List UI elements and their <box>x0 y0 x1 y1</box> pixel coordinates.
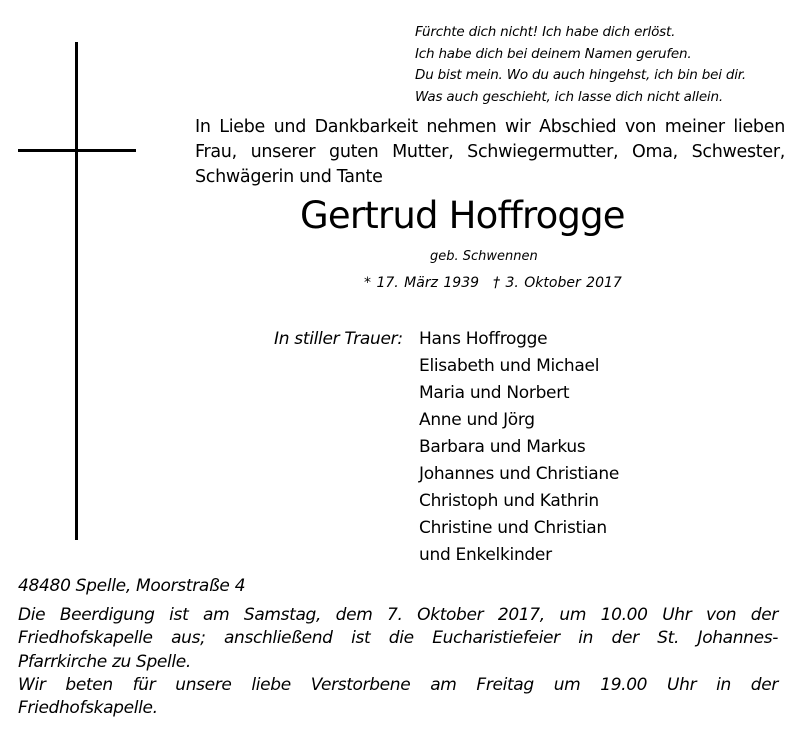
mourner-name: und Enkelkinder <box>419 545 552 565</box>
mourner-name: Maria und Norbert <box>419 383 570 403</box>
verse-line: Ich habe dich bei deinem Namen gerufen. <box>415 45 692 62</box>
death-date: † 3. Oktober 2017 <box>493 275 622 291</box>
mourners-label: In stiller Trauer: <box>274 329 403 349</box>
funeral-line: Friedhofskapelle. <box>18 698 158 719</box>
mourner-name: Johannes und Christiane <box>419 464 619 484</box>
deceased-name: Gertrud Hoffrogge <box>300 194 625 237</box>
cross-horizontal-bar <box>18 149 136 152</box>
mourner-name: Anne und Jörg <box>419 410 535 430</box>
mourner-name: Hans Hoffrogge <box>419 329 548 349</box>
mourner-name: Christine und Christian <box>419 518 607 538</box>
funeral-line: Friedhofskapelle aus; anschließend ist die Eucharistiefeier in der St. Johannes- <box>18 628 778 649</box>
funeral-line: Pfarrkirche zu Spelle. <box>18 651 191 672</box>
mourner-name: Elisabeth und Michael <box>419 356 600 376</box>
intro-line: In Liebe und Dankbarkeit nehmen wir Abschied von meiner lieben <box>195 117 785 137</box>
mourner-name: Barbara und Markus <box>419 437 586 457</box>
verse-line: Fürchte dich nicht! Ich habe dich erlöst. <box>415 24 676 40</box>
verse-line: Was auch geschieht, ich lasse dich nicht allein. <box>415 89 723 106</box>
birth-date: * 17. März 1939 <box>364 275 480 291</box>
funeral-line: Wir beten für unsere liebe Verstorbene am Freitag um 19.00 Uhr in der <box>18 674 778 695</box>
verse-line: Du bist mein. Wo du auch hingehst, ich bin bei dir. <box>415 67 746 84</box>
intro-line: Frau, unserer guten Mutter, Schwiegermutter, Oma, Schwester, <box>195 142 785 162</box>
bible-verse <box>415 22 795 109</box>
funeral-line: Die Beerdigung ist am Samstag, dem 7. Oktober 2017, um 10.00 Uhr von der <box>18 605 778 625</box>
intro-line: Schwägerin und Tante <box>195 167 383 187</box>
mourners-list <box>419 326 619 569</box>
cross-vertical-bar <box>75 42 78 540</box>
maiden-name: geb. Schwennen <box>430 249 538 264</box>
life-dates <box>364 273 622 293</box>
address: 48480 Spelle, Moorstraße 4 <box>18 576 246 596</box>
mourner-name: Christoph und Kathrin <box>419 491 599 511</box>
intro-text <box>195 115 785 190</box>
funeral-details <box>18 604 778 720</box>
